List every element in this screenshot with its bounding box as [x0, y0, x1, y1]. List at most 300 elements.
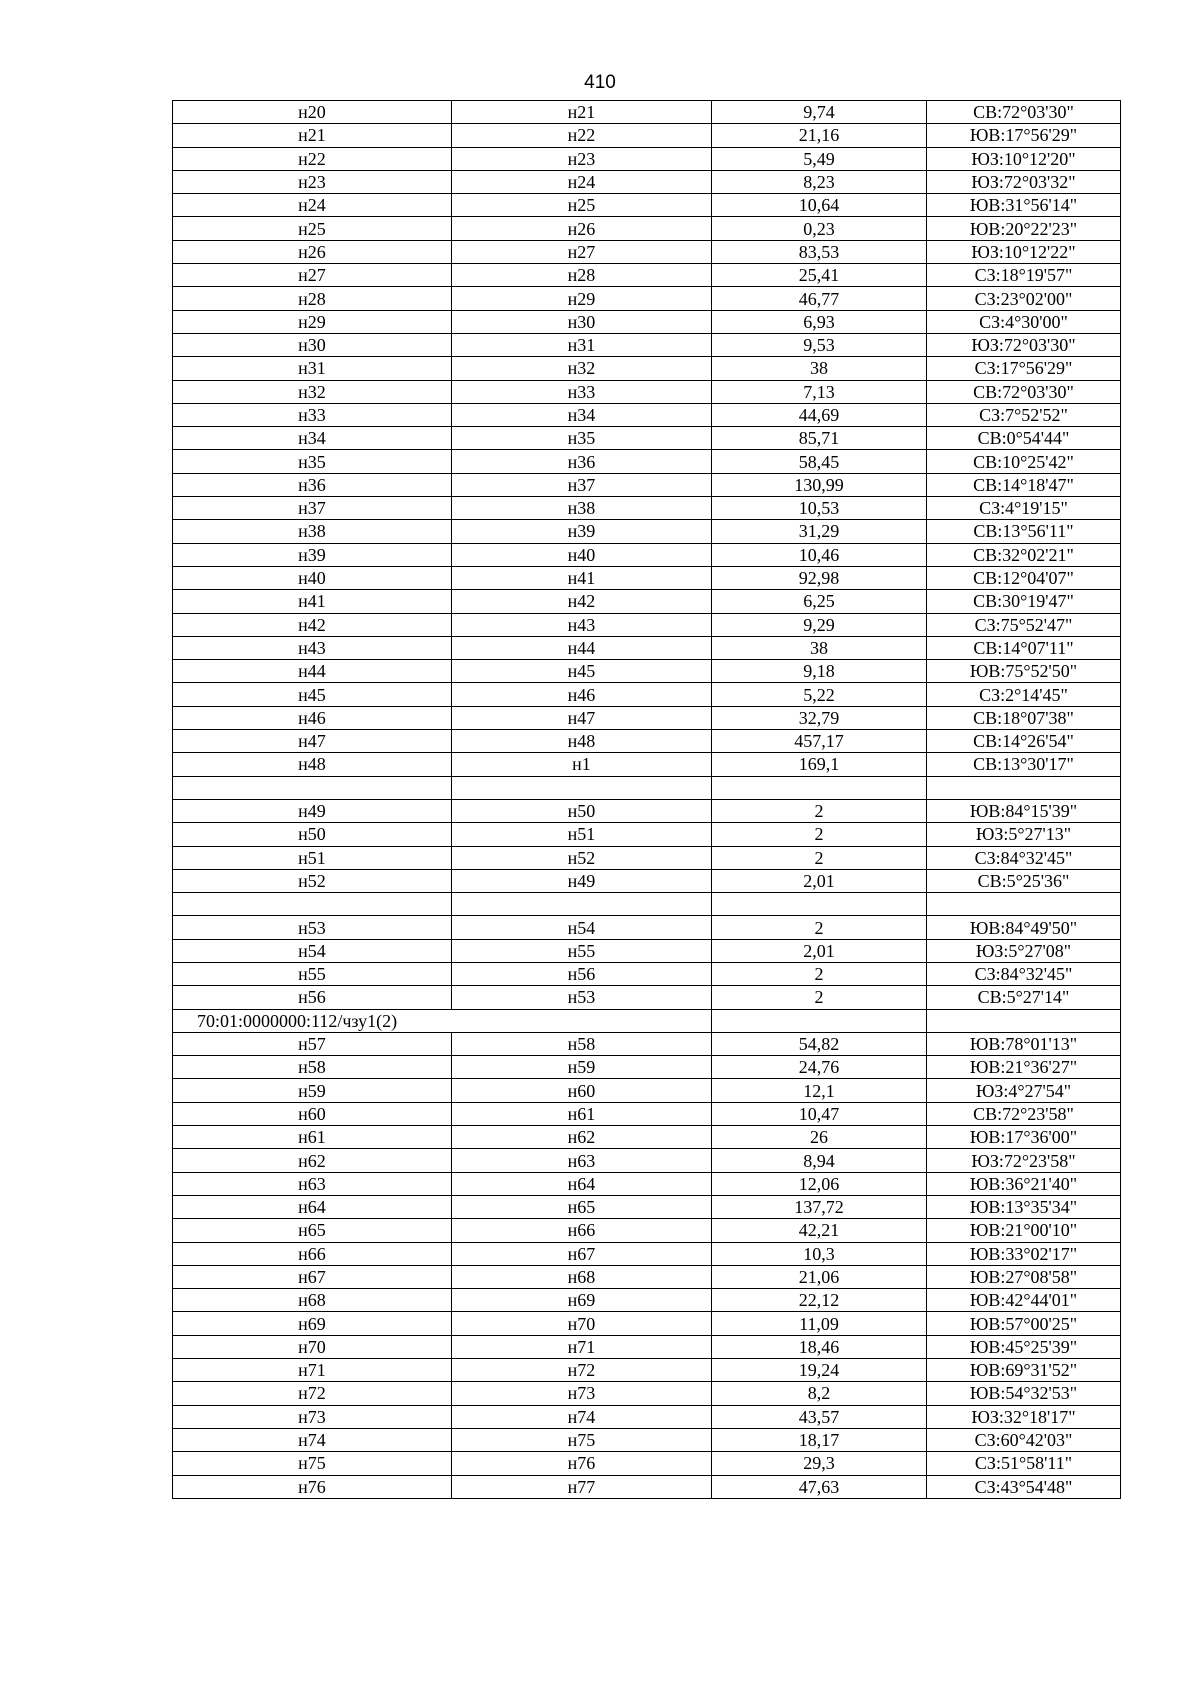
point-to-cell: н43 — [452, 613, 712, 636]
point-from-cell: н23 — [173, 170, 452, 193]
point-to-cell: н39 — [452, 520, 712, 543]
point-to-cell: н59 — [452, 1056, 712, 1079]
point-to-cell: н38 — [452, 497, 712, 520]
bearing-cell: СЗ:84°32'45" — [927, 846, 1121, 869]
point-to-cell: н49 — [452, 869, 712, 892]
table-row — [173, 1265, 1121, 1288]
table-row — [173, 427, 1121, 450]
distance-cell: 38 — [712, 636, 927, 659]
bearing-cell — [927, 776, 1121, 799]
point-to-cell: н41 — [452, 566, 712, 589]
distance-cell: 8,23 — [712, 170, 927, 193]
bearing-cell: ЮВ:27°08'58" — [927, 1265, 1121, 1288]
point-to-cell: н62 — [452, 1126, 712, 1149]
distance-cell: 10,53 — [712, 497, 927, 520]
point-to-cell: н30 — [452, 310, 712, 333]
point-from-cell: н55 — [173, 962, 452, 985]
distance-cell: 2 — [712, 799, 927, 822]
point-from-cell: н66 — [173, 1242, 452, 1265]
point-from-cell: н58 — [173, 1056, 452, 1079]
bearing-cell: СВ:72°23'58" — [927, 1102, 1121, 1125]
distance-cell: 2 — [712, 846, 927, 869]
point-from-cell: н37 — [173, 497, 452, 520]
bearing-cell: СВ:5°27'14" — [927, 986, 1121, 1009]
point-from-cell: н32 — [173, 380, 452, 403]
table-row — [173, 776, 1121, 799]
point-to-cell: н73 — [452, 1382, 712, 1405]
bearing-cell: СЗ:4°30'00" — [927, 310, 1121, 333]
point-to-cell — [452, 776, 712, 799]
bearing-cell: ЮЗ:10°12'22" — [927, 240, 1121, 263]
point-to-cell: н72 — [452, 1359, 712, 1382]
distance-cell: 92,98 — [712, 566, 927, 589]
table-row — [173, 520, 1121, 543]
table-row — [173, 240, 1121, 263]
point-to-cell: н55 — [452, 939, 712, 962]
point-to-cell: н70 — [452, 1312, 712, 1335]
bearing-cell: ЮЗ:10°12'20" — [927, 147, 1121, 170]
table-row — [173, 1195, 1121, 1218]
bearing-cell: ЮЗ:5°27'08" — [927, 939, 1121, 962]
point-from-cell: н40 — [173, 566, 452, 589]
point-to-cell: н71 — [452, 1335, 712, 1358]
table-row — [173, 1149, 1121, 1172]
point-to-cell: н69 — [452, 1289, 712, 1312]
table-row — [173, 1009, 1121, 1032]
distance-cell: 9,29 — [712, 613, 927, 636]
table-row — [173, 730, 1121, 753]
table-row — [173, 846, 1121, 869]
bearing-cell: ЮВ:42°44'01" — [927, 1289, 1121, 1312]
table-row — [173, 194, 1121, 217]
distance-cell: 42,21 — [712, 1219, 927, 1242]
point-from-cell: н70 — [173, 1335, 452, 1358]
point-to-cell: н58 — [452, 1032, 712, 1055]
point-to-cell: н74 — [452, 1405, 712, 1428]
bearing-cell: СВ:14°07'11" — [927, 636, 1121, 659]
bearing-cell: ЮВ:54°32'53" — [927, 1382, 1121, 1405]
table-row — [173, 380, 1121, 403]
section-label: 70:01:0000000:112/чзу1(2) — [173, 1009, 712, 1032]
distance-cell: 18,17 — [712, 1428, 927, 1451]
point-from-cell: н50 — [173, 823, 452, 846]
bearing-cell: ЮВ:57°00'25" — [927, 1312, 1121, 1335]
point-to-cell: н65 — [452, 1195, 712, 1218]
point-from-cell: н20 — [173, 101, 452, 124]
table-row — [173, 753, 1121, 776]
point-to-cell: н34 — [452, 403, 712, 426]
point-to-cell: н42 — [452, 590, 712, 613]
bearing-cell: ЮВ:69°31'52" — [927, 1359, 1121, 1382]
point-from-cell: н47 — [173, 730, 452, 753]
boundary-table-body — [173, 101, 1121, 1499]
table-row — [173, 566, 1121, 589]
table-row — [173, 613, 1121, 636]
point-to-cell: н76 — [452, 1452, 712, 1475]
distance-cell: 85,71 — [712, 427, 927, 450]
point-to-cell: н46 — [452, 683, 712, 706]
table-row — [173, 357, 1121, 380]
table-row — [173, 962, 1121, 985]
table-row — [173, 1312, 1121, 1335]
table-row — [173, 170, 1121, 193]
point-to-cell: н56 — [452, 962, 712, 985]
distance-cell — [712, 1009, 927, 1032]
point-from-cell: н27 — [173, 264, 452, 287]
point-to-cell: н1 — [452, 753, 712, 776]
distance-cell: 18,46 — [712, 1335, 927, 1358]
point-to-cell: н25 — [452, 194, 712, 217]
point-to-cell: н48 — [452, 730, 712, 753]
bearing-cell: ЮВ:20°22'23" — [927, 217, 1121, 240]
table-row — [173, 1242, 1121, 1265]
point-from-cell: н65 — [173, 1219, 452, 1242]
distance-cell: 47,63 — [712, 1475, 927, 1498]
page-number: 410 — [584, 72, 616, 93]
bearing-cell: СЗ:2°14'45" — [927, 683, 1121, 706]
bearing-cell: СВ:18°07'38" — [927, 706, 1121, 729]
point-from-cell: н46 — [173, 706, 452, 729]
boundary-table — [172, 100, 1121, 1499]
point-from-cell: н74 — [173, 1428, 452, 1451]
point-from-cell: н21 — [173, 124, 452, 147]
point-from-cell: н61 — [173, 1126, 452, 1149]
point-to-cell: н35 — [452, 427, 712, 450]
distance-cell: 32,79 — [712, 706, 927, 729]
distance-cell: 6,93 — [712, 310, 927, 333]
point-from-cell: н64 — [173, 1195, 452, 1218]
distance-cell: 10,47 — [712, 1102, 927, 1125]
point-from-cell: н51 — [173, 846, 452, 869]
point-from-cell: н73 — [173, 1405, 452, 1428]
distance-cell: 2 — [712, 986, 927, 1009]
point-from-cell: н26 — [173, 240, 452, 263]
point-from-cell: н38 — [173, 520, 452, 543]
distance-cell: 169,1 — [712, 753, 927, 776]
bearing-cell: ЮВ:31°56'14" — [927, 194, 1121, 217]
table-row — [173, 986, 1121, 1009]
bearing-cell: СВ:13°30'17" — [927, 753, 1121, 776]
table-row — [173, 869, 1121, 892]
bearing-cell: СВ:12°04'07" — [927, 566, 1121, 589]
point-from-cell: н69 — [173, 1312, 452, 1335]
bearing-cell: СВ:0°54'44" — [927, 427, 1121, 450]
distance-cell: 54,82 — [712, 1032, 927, 1055]
table-row — [173, 706, 1121, 729]
table-row — [173, 1428, 1121, 1451]
point-from-cell: н62 — [173, 1149, 452, 1172]
point-to-cell: н45 — [452, 660, 712, 683]
distance-cell: 38 — [712, 357, 927, 380]
table-row — [173, 1126, 1121, 1149]
point-from-cell: н25 — [173, 217, 452, 240]
point-to-cell: н67 — [452, 1242, 712, 1265]
bearing-cell: СВ:32°02'21" — [927, 543, 1121, 566]
bearing-cell: ЮЗ:72°03'30" — [927, 333, 1121, 356]
table-row — [173, 1289, 1121, 1312]
point-from-cell — [173, 893, 452, 916]
point-to-cell: н64 — [452, 1172, 712, 1195]
point-from-cell: н59 — [173, 1079, 452, 1102]
table-row — [173, 1359, 1121, 1382]
distance-cell: 10,3 — [712, 1242, 927, 1265]
table-row — [173, 1475, 1121, 1498]
table-row — [173, 1102, 1121, 1125]
bearing-cell: СЗ:60°42'03" — [927, 1428, 1121, 1451]
point-from-cell: н52 — [173, 869, 452, 892]
distance-cell: 2,01 — [712, 939, 927, 962]
point-from-cell: н53 — [173, 916, 452, 939]
point-to-cell: н51 — [452, 823, 712, 846]
distance-cell: 2 — [712, 916, 927, 939]
point-from-cell: н35 — [173, 450, 452, 473]
table-row — [173, 497, 1121, 520]
bearing-cell: СВ:5°25'36" — [927, 869, 1121, 892]
point-from-cell: н49 — [173, 799, 452, 822]
point-to-cell: н63 — [452, 1149, 712, 1172]
table-row — [173, 450, 1121, 473]
point-from-cell: н28 — [173, 287, 452, 310]
bearing-cell: СЗ:75°52'47" — [927, 613, 1121, 636]
point-from-cell: н33 — [173, 403, 452, 426]
table-row — [173, 310, 1121, 333]
point-from-cell: н22 — [173, 147, 452, 170]
bearing-cell: СЗ:4°19'15" — [927, 497, 1121, 520]
point-to-cell: н50 — [452, 799, 712, 822]
distance-cell: 83,53 — [712, 240, 927, 263]
distance-cell: 12,06 — [712, 1172, 927, 1195]
point-from-cell: н75 — [173, 1452, 452, 1475]
point-to-cell: н60 — [452, 1079, 712, 1102]
bearing-cell: СВ:72°03'30" — [927, 101, 1121, 124]
bearing-cell: ЮВ:13°35'34" — [927, 1195, 1121, 1218]
distance-cell: 457,17 — [712, 730, 927, 753]
table-row — [173, 147, 1121, 170]
distance-cell: 2 — [712, 823, 927, 846]
table-row — [173, 1032, 1121, 1055]
point-from-cell: н71 — [173, 1359, 452, 1382]
bearing-cell: СВ:10°25'42" — [927, 450, 1121, 473]
point-from-cell: н34 — [173, 427, 452, 450]
table-row — [173, 543, 1121, 566]
point-from-cell: н36 — [173, 473, 452, 496]
table-row — [173, 473, 1121, 496]
distance-cell: 24,76 — [712, 1056, 927, 1079]
point-from-cell: н76 — [173, 1475, 452, 1498]
point-to-cell: н33 — [452, 380, 712, 403]
distance-cell: 10,64 — [712, 194, 927, 217]
point-from-cell: н44 — [173, 660, 452, 683]
point-to-cell: н29 — [452, 287, 712, 310]
bearing-cell — [927, 1009, 1121, 1032]
table-row — [173, 1219, 1121, 1242]
bearing-cell: СЗ:84°32'45" — [927, 962, 1121, 985]
table-row — [173, 799, 1121, 822]
distance-cell: 31,29 — [712, 520, 927, 543]
distance-cell: 12,1 — [712, 1079, 927, 1102]
point-from-cell: н39 — [173, 543, 452, 566]
distance-cell: 8,94 — [712, 1149, 927, 1172]
table-row — [173, 916, 1121, 939]
distance-cell: 10,46 — [712, 543, 927, 566]
point-to-cell: н77 — [452, 1475, 712, 1498]
bearing-cell: ЮВ:36°21'40" — [927, 1172, 1121, 1195]
point-from-cell: н43 — [173, 636, 452, 659]
point-from-cell: н41 — [173, 590, 452, 613]
distance-cell: 5,22 — [712, 683, 927, 706]
distance-cell: 9,53 — [712, 333, 927, 356]
point-to-cell: н36 — [452, 450, 712, 473]
bearing-cell: ЮВ:17°36'00" — [927, 1126, 1121, 1149]
table-row — [173, 1452, 1121, 1475]
distance-cell: 9,74 — [712, 101, 927, 124]
bearing-cell: ЮВ:84°49'50" — [927, 916, 1121, 939]
point-to-cell: н27 — [452, 240, 712, 263]
table-row — [173, 1056, 1121, 1079]
bearing-cell: ЮВ:21°00'10" — [927, 1219, 1121, 1242]
bearing-cell: ЮЗ:5°27'13" — [927, 823, 1121, 846]
distance-cell: 130,99 — [712, 473, 927, 496]
bearing-cell: ЮЗ:72°03'32" — [927, 170, 1121, 193]
table-row — [173, 101, 1121, 124]
point-from-cell: н56 — [173, 986, 452, 1009]
bearing-cell: СЗ:23°02'00" — [927, 287, 1121, 310]
point-from-cell: н68 — [173, 1289, 452, 1312]
table-row — [173, 1172, 1121, 1195]
distance-cell: 46,77 — [712, 287, 927, 310]
bearing-cell: СЗ:51°58'11" — [927, 1452, 1121, 1475]
table-row — [173, 124, 1121, 147]
table-row — [173, 287, 1121, 310]
point-to-cell: н32 — [452, 357, 712, 380]
distance-cell: 44,69 — [712, 403, 927, 426]
point-to-cell: н53 — [452, 986, 712, 1009]
table-row — [173, 217, 1121, 240]
point-from-cell: н48 — [173, 753, 452, 776]
bearing-cell: ЮВ:75°52'50" — [927, 660, 1121, 683]
point-to-cell: н68 — [452, 1265, 712, 1288]
bearing-cell: СВ:14°18'47" — [927, 473, 1121, 496]
table-row — [173, 333, 1121, 356]
bearing-cell: ЮВ:84°15'39" — [927, 799, 1121, 822]
point-to-cell: н21 — [452, 101, 712, 124]
table-row — [173, 1382, 1121, 1405]
point-to-cell — [452, 893, 712, 916]
point-from-cell: н30 — [173, 333, 452, 356]
table-row — [173, 660, 1121, 683]
point-from-cell: н57 — [173, 1032, 452, 1055]
table-row — [173, 1405, 1121, 1428]
point-to-cell: н52 — [452, 846, 712, 869]
table-row — [173, 590, 1121, 613]
table-row — [173, 1079, 1121, 1102]
bearing-cell: ЮЗ:72°23'58" — [927, 1149, 1121, 1172]
point-to-cell: н26 — [452, 217, 712, 240]
distance-cell: 11,09 — [712, 1312, 927, 1335]
table-row — [173, 683, 1121, 706]
distance-cell: 5,49 — [712, 147, 927, 170]
point-to-cell: н75 — [452, 1428, 712, 1451]
point-to-cell: н22 — [452, 124, 712, 147]
point-from-cell: н60 — [173, 1102, 452, 1125]
point-from-cell: н67 — [173, 1265, 452, 1288]
point-to-cell: н28 — [452, 264, 712, 287]
distance-cell: 25,41 — [712, 264, 927, 287]
bearing-cell: СЗ:7°52'52" — [927, 403, 1121, 426]
distance-cell — [712, 893, 927, 916]
point-to-cell: н47 — [452, 706, 712, 729]
distance-cell: 137,72 — [712, 1195, 927, 1218]
distance-cell: 8,2 — [712, 1382, 927, 1405]
point-to-cell: н54 — [452, 916, 712, 939]
point-to-cell: н44 — [452, 636, 712, 659]
distance-cell: 21,16 — [712, 124, 927, 147]
distance-cell: 7,13 — [712, 380, 927, 403]
point-from-cell: н54 — [173, 939, 452, 962]
bearing-cell: СВ:30°19'47" — [927, 590, 1121, 613]
table-row — [173, 403, 1121, 426]
point-to-cell: н23 — [452, 147, 712, 170]
table-row — [173, 264, 1121, 287]
bearing-cell — [927, 893, 1121, 916]
distance-cell: 26 — [712, 1126, 927, 1149]
bearing-cell: ЮВ:17°56'29" — [927, 124, 1121, 147]
distance-cell: 58,45 — [712, 450, 927, 473]
bearing-cell: ЮВ:45°25'39" — [927, 1335, 1121, 1358]
point-to-cell: н66 — [452, 1219, 712, 1242]
distance-cell: 19,24 — [712, 1359, 927, 1382]
point-from-cell: н45 — [173, 683, 452, 706]
bearing-cell: СЗ:43°54'48" — [927, 1475, 1121, 1498]
table-row — [173, 1335, 1121, 1358]
bearing-cell: СВ:13°56'11" — [927, 520, 1121, 543]
bearing-cell: ЮЗ:4°27'54" — [927, 1079, 1121, 1102]
bearing-cell: СЗ:17°56'29" — [927, 357, 1121, 380]
bearing-cell: ЮВ:21°36'27" — [927, 1056, 1121, 1079]
point-from-cell: н31 — [173, 357, 452, 380]
distance-cell: 29,3 — [712, 1452, 927, 1475]
point-from-cell: н63 — [173, 1172, 452, 1195]
bearing-cell: ЮВ:33°02'17" — [927, 1242, 1121, 1265]
bearing-cell: СЗ:18°19'57" — [927, 264, 1121, 287]
distance-cell: 43,57 — [712, 1405, 927, 1428]
distance-cell: 6,25 — [712, 590, 927, 613]
distance-cell: 21,06 — [712, 1265, 927, 1288]
point-from-cell — [173, 776, 452, 799]
table-row — [173, 893, 1121, 916]
distance-cell: 2 — [712, 962, 927, 985]
point-from-cell: н42 — [173, 613, 452, 636]
bearing-cell: ЮЗ:32°18'17" — [927, 1405, 1121, 1428]
point-to-cell: н40 — [452, 543, 712, 566]
table-row — [173, 939, 1121, 962]
table-row — [173, 636, 1121, 659]
point-to-cell: н61 — [452, 1102, 712, 1125]
point-from-cell: н24 — [173, 194, 452, 217]
point-to-cell: н37 — [452, 473, 712, 496]
distance-cell: 0,23 — [712, 217, 927, 240]
bearing-cell: СВ:72°03'30" — [927, 380, 1121, 403]
point-to-cell: н31 — [452, 333, 712, 356]
table-row — [173, 823, 1121, 846]
point-to-cell: н24 — [452, 170, 712, 193]
bearing-cell: ЮВ:78°01'13" — [927, 1032, 1121, 1055]
point-from-cell: н72 — [173, 1382, 452, 1405]
distance-cell: 2,01 — [712, 869, 927, 892]
distance-cell: 22,12 — [712, 1289, 927, 1312]
distance-cell — [712, 776, 927, 799]
bearing-cell: СВ:14°26'54" — [927, 730, 1121, 753]
